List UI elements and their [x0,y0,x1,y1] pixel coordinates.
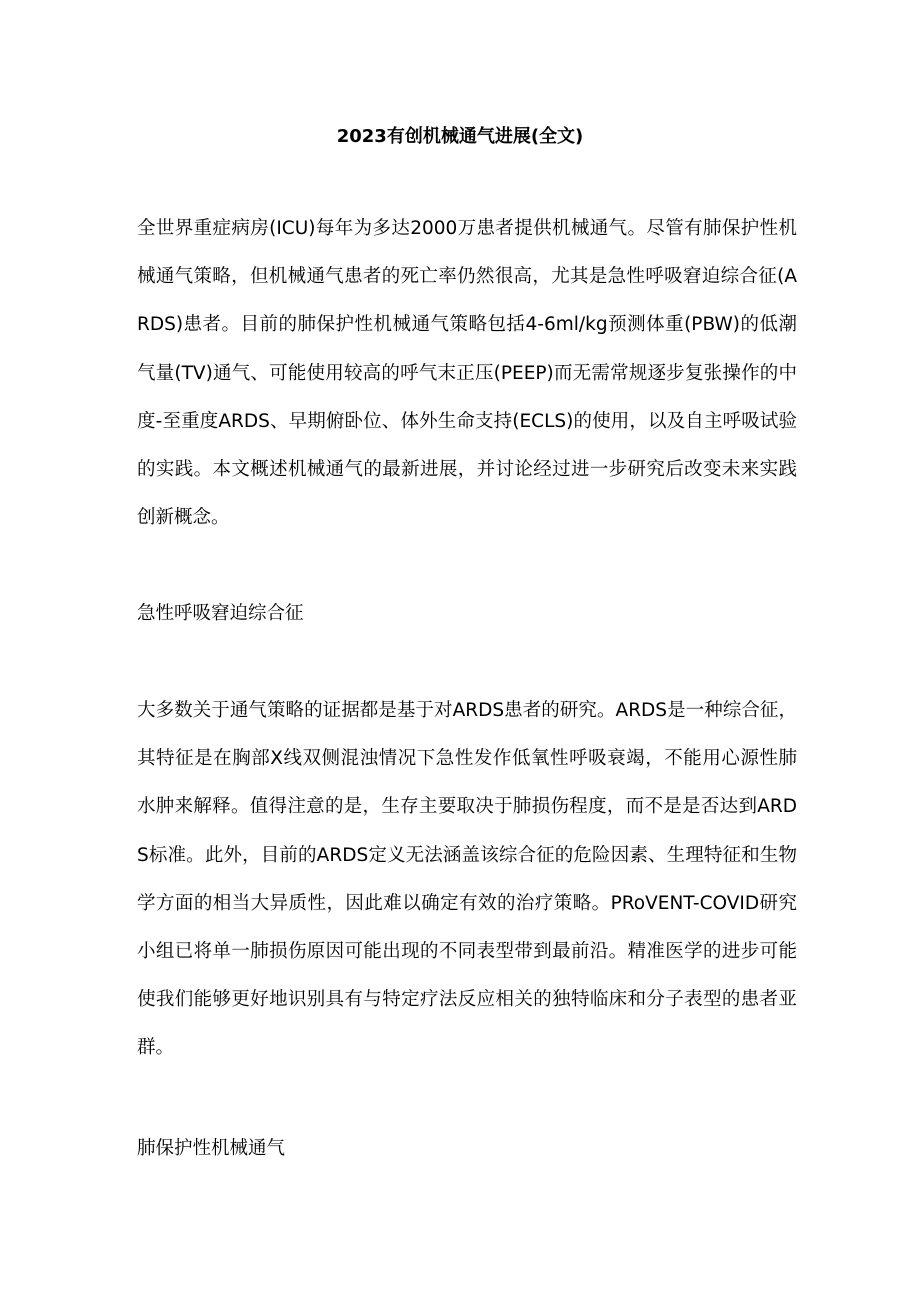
ards-paragraph: 大多数关于通气策略的证据都是基于对ARDS患者的研究。ARDS是一种综合征，其特征是在胸部X线双侧混浊情况下急性发作低氧性呼吸衰竭，不能用心源性肺水肿来解释。值得注意的是，生存主要取决于肺损伤程度，而不是是否达到ARDS标准。此外，目前的ARDS定义无法涵盖该综合征的危险因素、生理特征和生物学方面的相当大异质性，因此难以确定有效的治疗策略。PRoVENT-COVID研究小组已将单一肺损伤原因可能出现的不同表型带到最前沿。精准医学的进步可能使我们能够更好地识别具有与特定疗法反应相关的独特临床和分子表型的患者亚群。 [137,700,797,1059]
section-heading-lung-protective-ventilation: 肺保护性机械通气 [137,1138,286,1159]
document-title: 2023有创机械通气进展(全文) [336,126,584,147]
intro-paragraph: 全世界重症病房(ICU)每年为多达2000万患者提供机械通气。尽管有肺保护性机械通气策略，但机械通气患者的死亡率仍然很高，尤其是急性呼吸窘迫综合征(ARDS)患者。目前的肺保护性机械通气策略包括4-6ml/kg预测体重(PBW)的低潮气量(TV)通气、可能使用较高的呼气末正压(PEEP)而无需常规逐步复张操作的中度-至重度ARDS、早期俯卧位、体外生命支持(ECLS)的使用，以及自主呼吸试验的实践。本文概述机械通气的最新进展，并讨论经过进一步研究后改变未来实践创新概念。 [137,218,797,529]
section-heading-ards: 急性呼吸窘迫综合征 [137,603,304,624]
